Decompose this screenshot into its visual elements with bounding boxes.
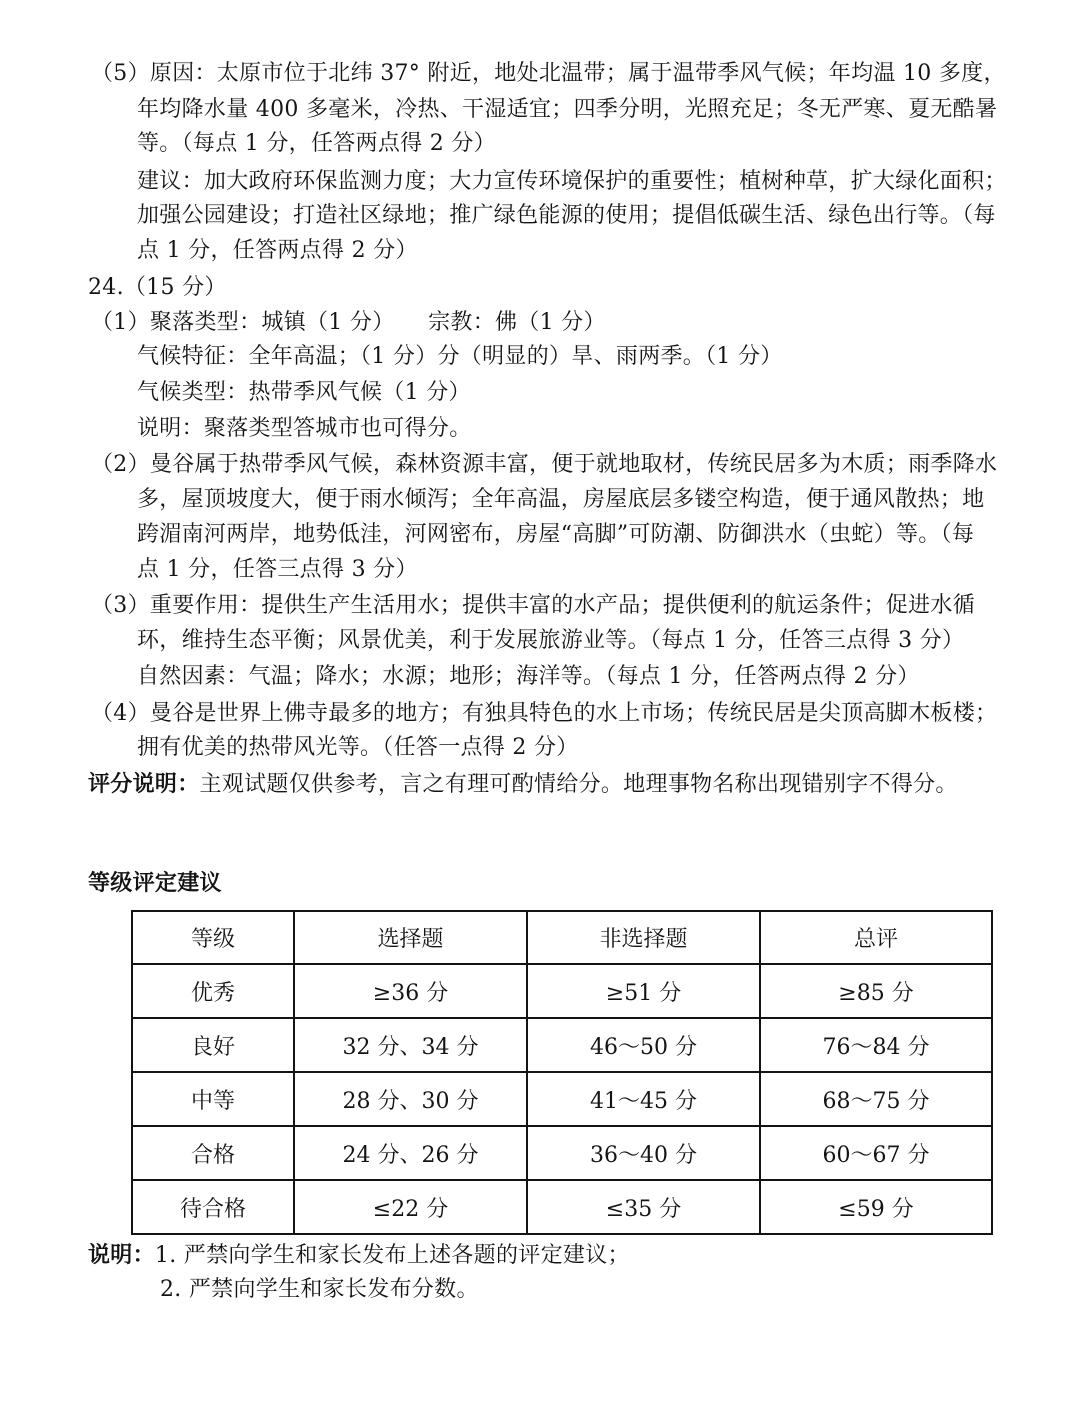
scoring-note-text: 主观试题仅供参考，言之有理可酌情给分。地理事物名称出现错别字不得分。 xyxy=(199,772,958,797)
grade-table-header-row xyxy=(132,911,992,964)
table-cell: 36～40 分 xyxy=(527,1126,760,1180)
answer-line-5-suggest-3: 点 1 分，任答两点得 2 分） xyxy=(137,238,418,263)
table-cell: 优秀 xyxy=(132,964,294,1018)
answer-line-24-2-d: 点 1 分，任答三点得 3 分） xyxy=(137,557,418,582)
answer-line-24-2-a: （2）曼谷属于热带季风气候，森林资源丰富，便于就地取材，传统民居多为木质；雨季降水 xyxy=(91,452,998,477)
table-cell: ≤22 分 xyxy=(294,1180,527,1234)
answer-line-5-reason-3: 等。（每点 1 分，任答两点得 2 分） xyxy=(137,131,496,156)
table-cell: 41～45 分 xyxy=(527,1072,760,1126)
scoring-note-label: 评分说明： xyxy=(88,772,200,797)
question-24-heading: 24.（15 分） xyxy=(88,275,227,300)
answer-line-5-suggest-2: 加强公园建设；打造社区绿地；推广绿色能源的使用；提倡低碳生活、绿色出行等。（每 xyxy=(137,203,996,228)
grade-table xyxy=(131,910,993,1235)
table-header-cell: 选择题 xyxy=(294,911,527,964)
answer-line-5-suggest-1: 建议：加大政府环保监测力度；大力宣传环境保护的重要性；植树种草，扩大绿化面积； xyxy=(137,169,1007,194)
table-cell: 待合格 xyxy=(132,1180,294,1234)
answer-line-24-1-a: （1）聚落类型：城镇（1 分） 宗教：佛（1 分） xyxy=(91,310,606,335)
table-row xyxy=(132,1018,992,1072)
answer-line-24-3-b: 环，维持生态平衡；风景优美，利于发展旅游业等。（每点 1 分，任答三点得 3 分） xyxy=(137,628,965,653)
scoring-note xyxy=(88,769,958,801)
table-cell: ≥85 分 xyxy=(760,964,992,1018)
table-cell: ≥36 分 xyxy=(294,964,527,1018)
table-row xyxy=(132,964,992,1018)
table-header-cell: 等级 xyxy=(132,911,294,964)
answer-line-24-4-b: 拥有优美的热带风光等。（任答一点得 2 分） xyxy=(137,735,579,760)
table-cell: 28 分、30 分 xyxy=(294,1072,527,1126)
answer-line-5-reason-1: （5）原因：太原市位于北纬 37° 附近，地处北温带；属于温带季风气候；年均温 10 多度， xyxy=(91,61,1006,86)
notes-line-2 xyxy=(160,1274,479,1306)
table-cell: ≥51 分 xyxy=(527,964,760,1018)
table-cell: 24 分、26 分 xyxy=(294,1126,527,1180)
table-row xyxy=(132,1180,992,1234)
table-row xyxy=(132,1072,992,1126)
table-cell: 中等 xyxy=(132,1072,294,1126)
answer-line-24-2-b: 多，屋顶坡度大，便于雨水倾泻；全年高温，房屋底层多镂空构造，便于通风散热；地 xyxy=(137,487,985,512)
answer-line-5-reason-2: 年均降水量 400 多毫米，冷热、干湿适宜；四季分明，光照充足；冬无严寒、夏无酷暑 xyxy=(137,97,998,122)
notes-line-1 xyxy=(88,1240,630,1272)
table-cell: 60～67 分 xyxy=(760,1126,992,1180)
notes-label: 说明： xyxy=(88,1243,155,1268)
table-header-cell: 非选择题 xyxy=(527,911,760,964)
answer-line-24-1-b: 气候特征：全年高温；（1 分）分（明显的）旱、雨两季。（1 分） xyxy=(137,344,783,369)
grade-section-title: 等级评定建议 xyxy=(88,871,222,896)
answer-line-24-4-a: （4）曼谷是世界上佛寺最多的地方；有独具特色的水上市场；传统民居是尖顶高脚木板楼； xyxy=(91,701,998,726)
answer-line-24-1-d: 说明：聚落类型答城市也可得分。 xyxy=(137,416,472,441)
table-cell: ≤35 分 xyxy=(527,1180,760,1234)
table-cell: 32 分、34 分 xyxy=(294,1018,527,1072)
note-item: 2. 严禁向学生和家长发布分数。 xyxy=(160,1277,479,1302)
table-cell: 合格 xyxy=(132,1126,294,1180)
table-header-cell: 总评 xyxy=(760,911,992,964)
answer-line-24-3-a: （3）重要作用：提供生产生活用水；提供丰富的水产品；提供便利的航运条件；促进水循 xyxy=(91,593,975,618)
note-item: 1. 严禁向学生和家长发布上述各题的评定建议； xyxy=(154,1243,630,1268)
table-cell: ≤59 分 xyxy=(760,1180,992,1234)
table-cell: 68～75 分 xyxy=(760,1072,992,1126)
table-cell: 良好 xyxy=(132,1018,294,1072)
table-row xyxy=(132,1126,992,1180)
table-cell: 76～84 分 xyxy=(760,1018,992,1072)
answer-line-24-2-c: 跨湄南河两岸，地势低洼，河网密布，房屋“高脚”可防潮、防御洪水（虫蛇）等。（每 xyxy=(137,522,975,547)
answer-line-24-1-c: 气候类型：热带季风气候（1 分） xyxy=(137,380,471,405)
table-cell: 46～50 分 xyxy=(527,1018,760,1072)
answer-line-24-3-c: 自然因素：气温；降水；水源；地形；海洋等。（每点 1 分，任答两点得 2 分） xyxy=(137,664,920,689)
